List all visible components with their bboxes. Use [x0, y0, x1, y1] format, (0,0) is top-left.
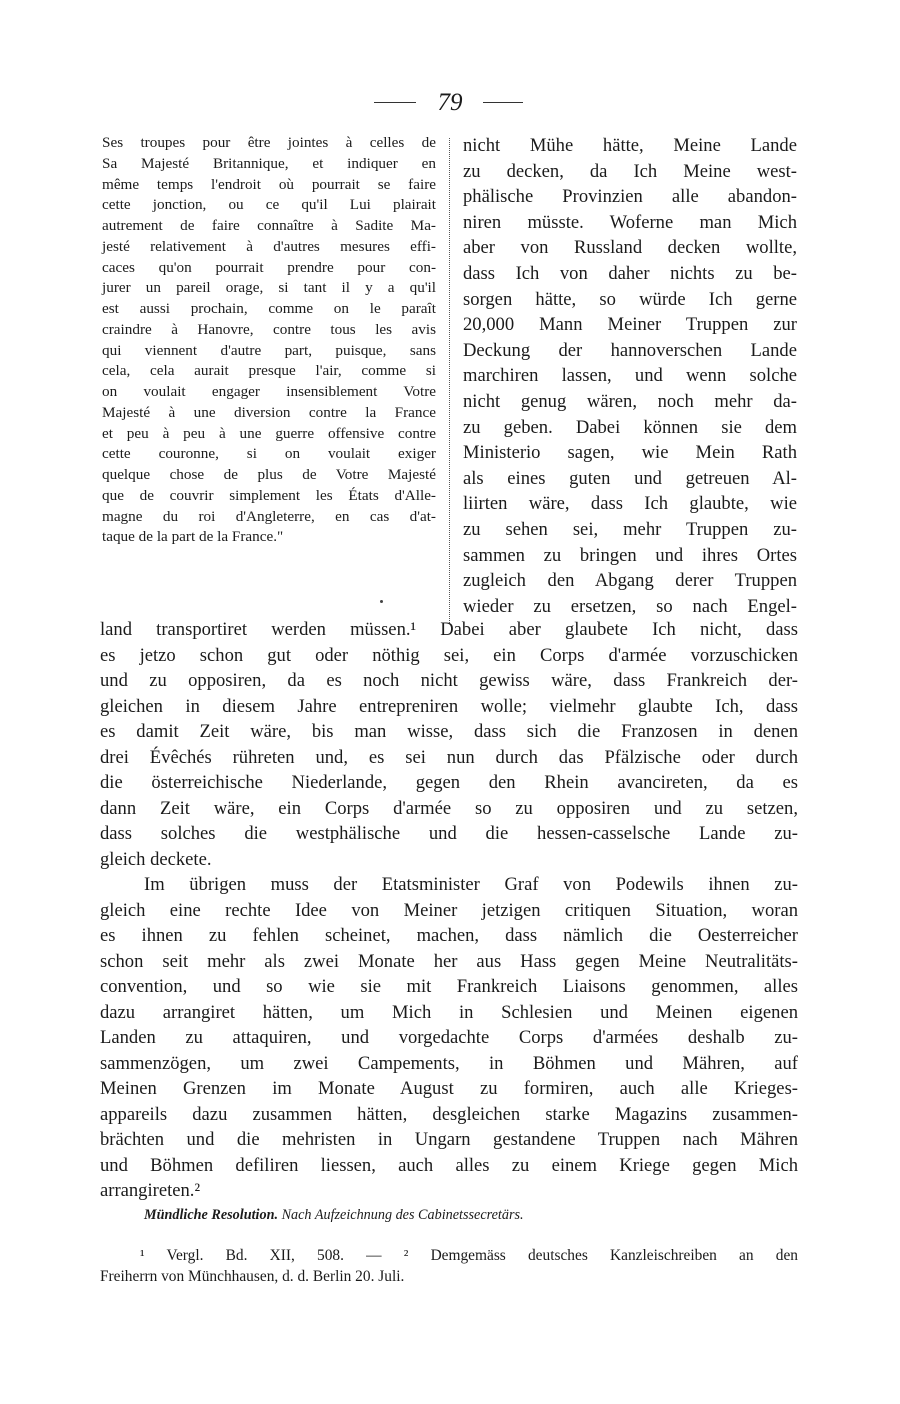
- left-column-line: est aussi prochain, comme on le paraît: [102, 300, 436, 317]
- right-column-line: Deckung der hannoverschen Lande: [463, 339, 797, 361]
- left-column-line: magne du roi d'Angleterre, en cas d'at-: [102, 507, 436, 525]
- right-column-line: zu geben. Dabei können sie dem: [463, 416, 797, 438]
- left-column-line: taque de la part de la France.": [102, 528, 284, 546]
- stray-mark: [380, 600, 383, 603]
- body-line: convention, und so wie sie mit Frankreich Liaisons genommen, alles: [100, 976, 798, 997]
- body-line: brächten und die mehristen in Ungarn gestandene Truppen nach Mähren: [100, 1129, 798, 1150]
- body-line: dazu arrangiret hätten, um Mich in Schlesien und Meinen eigenen: [100, 1001, 798, 1023]
- left-column-line: caces qu'on pourrait prendre pour con-: [102, 258, 436, 276]
- header-rule-right: [483, 102, 523, 103]
- right-column-line: als eines guten und getreuen Al-: [463, 467, 797, 489]
- body-line: schon seit mehr als zwei Monate her aus Hass gegen Meine Neutralitäts-: [100, 950, 798, 972]
- right-column-line: dass Ich von daher nichts zu be-: [463, 262, 797, 284]
- body-line: es jetzo schon gut oder nöthig sei, ein Corps d'armée vorzuschicken: [100, 644, 798, 666]
- body-line: und Böhmen defiliren liessen, auch alles zu einem Kriege gegen Mich: [100, 1154, 798, 1176]
- right-column-line: niren müsste. Woferne man Mich: [463, 211, 797, 233]
- left-column-line: même temps l'endroit où pourrait se faire: [102, 175, 436, 193]
- right-column-line: 20,000 Mann Meiner Truppen zur: [463, 314, 797, 336]
- source-note: [144, 1205, 784, 1225]
- body-line: gleichen in diesem Jahre entrepreniren wolle; vielmehr glaubte Ich, dass: [100, 695, 798, 717]
- body-line: drei Évêchés rühreten und, es sei nun durch das Pfälzische oder durch: [100, 746, 798, 768]
- footnotes: [100, 1245, 798, 1287]
- right-column-line: zu sehen sei, mehr Truppen zu-: [463, 518, 797, 540]
- left-column-line: et peu à peu à une guerre offensive contre: [102, 424, 436, 442]
- body-paragraph-1: [100, 617, 798, 872]
- footnote-line: ¹ Vergl. Bd. XII, 508. — ² Demgemäss deutsches Kanzleischreiben an den: [140, 1247, 798, 1264]
- body-line: Landen zu attaquiren, und vorgedachte Corps d'armées deshalb zu-: [100, 1027, 798, 1048]
- left-column-line: qui viennent d'autre part, puisque, sans: [102, 341, 436, 359]
- right-column-line: zu decken, da Ich Meine west-: [463, 160, 797, 182]
- right-column-line: marchiren lassen, und wenn solche: [463, 365, 797, 387]
- body-line: und zu opposiren, da es noch nicht gewiss wäre, dass Frankreich der-: [100, 670, 798, 691]
- right-column-line: wieder zu ersetzen, so nach Engel-: [463, 595, 797, 617]
- left-column-line: craindre à Hanovre, contre tous les avis: [102, 320, 436, 338]
- right-column-line: sammen zu bringen und ihres Ortes: [463, 544, 797, 566]
- left-column-line: Sa Majesté Britannique, et indiquer en: [102, 154, 436, 172]
- left-column-line: cela, cela aurait presque l'air, comme si: [102, 362, 436, 380]
- right-column-line: Ministerio sagen, wie Mein Rath: [463, 442, 797, 464]
- body-paragraph-2: [100, 872, 798, 1204]
- header-rule-left: [374, 102, 416, 103]
- left-column-line: autrement de faire connaître à Sadite Ma-: [102, 217, 436, 234]
- body-line: es ihnen zu fehlen scheinet, machen, dass nämlich die Oesterreicher: [100, 925, 798, 946]
- page-header: [0, 88, 900, 120]
- body-line: dann Zeit wäre, ein Corps d'armée so zu opposiren und zu setzen,: [100, 797, 798, 819]
- page-number: 79: [437, 89, 463, 116]
- left-column-line: que de couvrir simplement les États d'Alle-: [102, 486, 436, 504]
- left-column-line: quelque chose de plus de Votre Majesté: [102, 466, 436, 483]
- right-column-line: aber von Russland decken wollte,: [463, 237, 797, 259]
- right-column-line: nicht genug wären, noch mehr da-: [463, 390, 797, 412]
- body-line: sammenzögen, um zwei Campements, in Böhmen und Mähren, auf: [100, 1052, 798, 1074]
- source-text: Nach Aufzeichnung des Cabinetssecretärs.: [281, 1207, 524, 1223]
- right-column-line: sorgen hätte, so würde Ich gerne: [463, 288, 797, 310]
- left-column-french-quote: [102, 133, 436, 548]
- left-column-line: Ses troupes pour être jointes à celles de: [102, 134, 436, 151]
- right-column-german-text: [463, 133, 797, 619]
- body-line: es damit Zeit wäre, bis man wisse, dass sich die Franzosen in denen: [100, 721, 798, 742]
- body-line: gleich eine rechte Idee von Meiner jetzigen critiquen Situation, woran: [100, 899, 798, 921]
- body-line: dass solches die westphälische und die hessen-casselsche Lande zu-: [100, 823, 798, 844]
- body-line: Meinen Grenzen im Monate August zu formiren, auch alle Krieges-: [100, 1078, 798, 1099]
- right-column-line: liirten wäre, dass Ich glaubte, wie: [463, 493, 797, 515]
- footnote-line: Freiherrn von Münchhausen, d. d. Berlin 20. Juli.: [100, 1268, 405, 1285]
- source-label: Mündliche Resolution.: [144, 1207, 279, 1223]
- left-column-line: Majesté à une diversion contre la France: [102, 403, 436, 421]
- body-line: Im übrigen muss der Etatsminister Graf von Podewils ihnen zu-: [144, 874, 798, 895]
- body-line: appareils dazu zusammen hätten, desgleichen starke Magazins zusammen-: [100, 1103, 798, 1125]
- left-column-line: cette jonction, ou ce qu'il Lui plairait: [102, 196, 436, 214]
- right-column-line: phälische Provinzien alle abandon-: [463, 186, 797, 208]
- left-column-line: on voulait engager insensiblement Votre: [102, 383, 436, 400]
- right-column-line: zugleich den Abgang derer Truppen: [463, 570, 797, 592]
- right-column-line: nicht Mühe hätte, Meine Lande: [463, 135, 797, 156]
- body-line: die österreichische Niederlande, gegen den Rhein avancireten, da es: [100, 772, 798, 793]
- left-column-line: jurer un pareil orage, si tant il y a qu'il: [102, 279, 436, 297]
- body-line: land transportiret werden müssen.¹ Dabei aber glaubete Ich nicht, dass: [100, 619, 798, 640]
- main-body-text: [100, 617, 798, 1204]
- left-column-line: cette couronne, si on voulait exiger: [102, 445, 436, 463]
- left-column-line: jesté relativement à d'autres mesures effi-: [102, 237, 436, 255]
- body-line: arrangireten.²: [100, 1180, 201, 1201]
- body-line: gleich deckete.: [100, 848, 212, 870]
- column-divider: [449, 138, 450, 623]
